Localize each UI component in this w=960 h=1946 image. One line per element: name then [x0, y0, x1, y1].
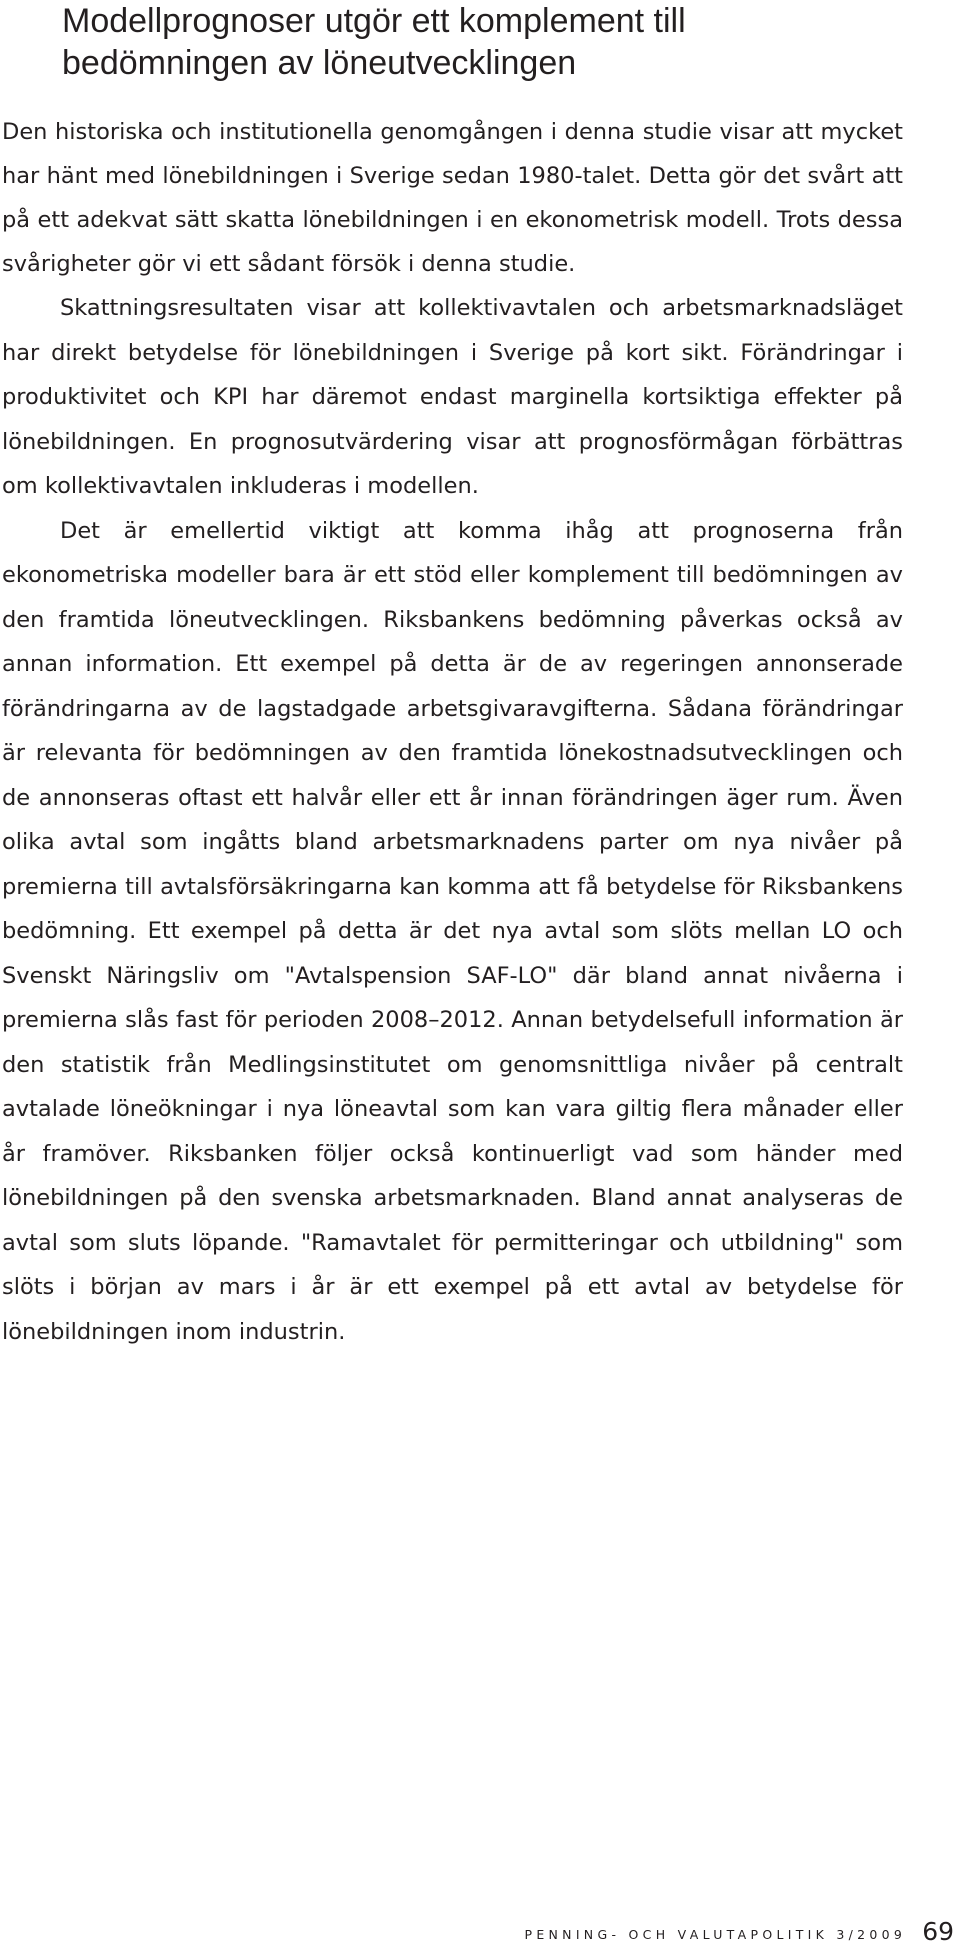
paragraph-complement: Det är emellertid viktigt att komma ihåg att prognoserna från ekonometriska modeller bara är ett stöd eller komplement till bedömningen av den framtida löneutvecklingen. Riksbankens bedömning påverkas också av annan information. Ett exempel på detta är de av regeringen annonserade förändringarna av de lagstadgade arbetsgivaravgifterna. Sådana förändringar är relevanta för bedömningen av den framtida lönekostnadsutvecklingen och de annonseras oftast ett halvår eller ett år innan förändringen äger rum. Även olika avtal som ingåtts bland arbetsmarknadens parter om nya nivåer på premierna till avtalsförsäkringarna kan komma att få betydelse för Riksbankens bedömning. Ett exempel på detta är det nya avtal som slöts mellan LO och Svenskt Näringsliv om "Avtalspension SAF-LO" där bland annat nivåerna i premierna slås fast för perioden 2008–2012. Annan betydelsefull information är den statistik från Medlingsinstitutet om genomsnittliga nivåer på centralt avtalade löneökningar i nya löneavtal som kan vara giltig flera månader eller år framöver. Riksbanken följer också kontinuerligt vad som händer med lönebildningen på den svenska arbetsmarknaden. Bland annat analyseras de avtal som sluts löpande. "Ramavtalet för permitteringar och utbildning" som slöts i början av mars i år är ett exempel på ett avtal av betydelse för lönebildningen inom industrin. [2, 517, 903, 1345]
page-footer [524, 1904, 960, 1944]
paragraph-intro: Den historiska och institutionella genomgången i denna studie visar att mycket har hänt med lönebildningen i Sverige sedan 1980-talet. Detta gör det svårt att på ett adekvat sätt skatta lönebildningen i en ekonometrisk modell. Trots dessa svårigheter gör vi ett sådant försök i denna studie. [2, 119, 903, 277]
page-number: 69 [922, 1917, 954, 1946]
section-heading [62, 0, 922, 84]
paragraph-results: Skattningsresultaten visar att kollektivavtalen och arbetsmarknadsläget har direkt betydelse för lönebildningen i Sverige på kort sikt. Förändringar i produktivitet och KPI har däremot endast marginella kortsiktiga effekter på lönebildningen. En prognosutvärdering visar att prognosförmågan förbättras om kollektivavtalen inkluderas i modellen. [2, 295, 903, 499]
body-text [0, 110, 903, 1354]
journal-name: PENNING- OCH VALUTAPOLITIK 3/2009 [524, 1927, 907, 1942]
section-heading-line-1: Modellprognoser utgör ett komplement till [62, 2, 686, 40]
section-heading-line-2: bedömningen av löneutvecklingen [62, 44, 577, 82]
